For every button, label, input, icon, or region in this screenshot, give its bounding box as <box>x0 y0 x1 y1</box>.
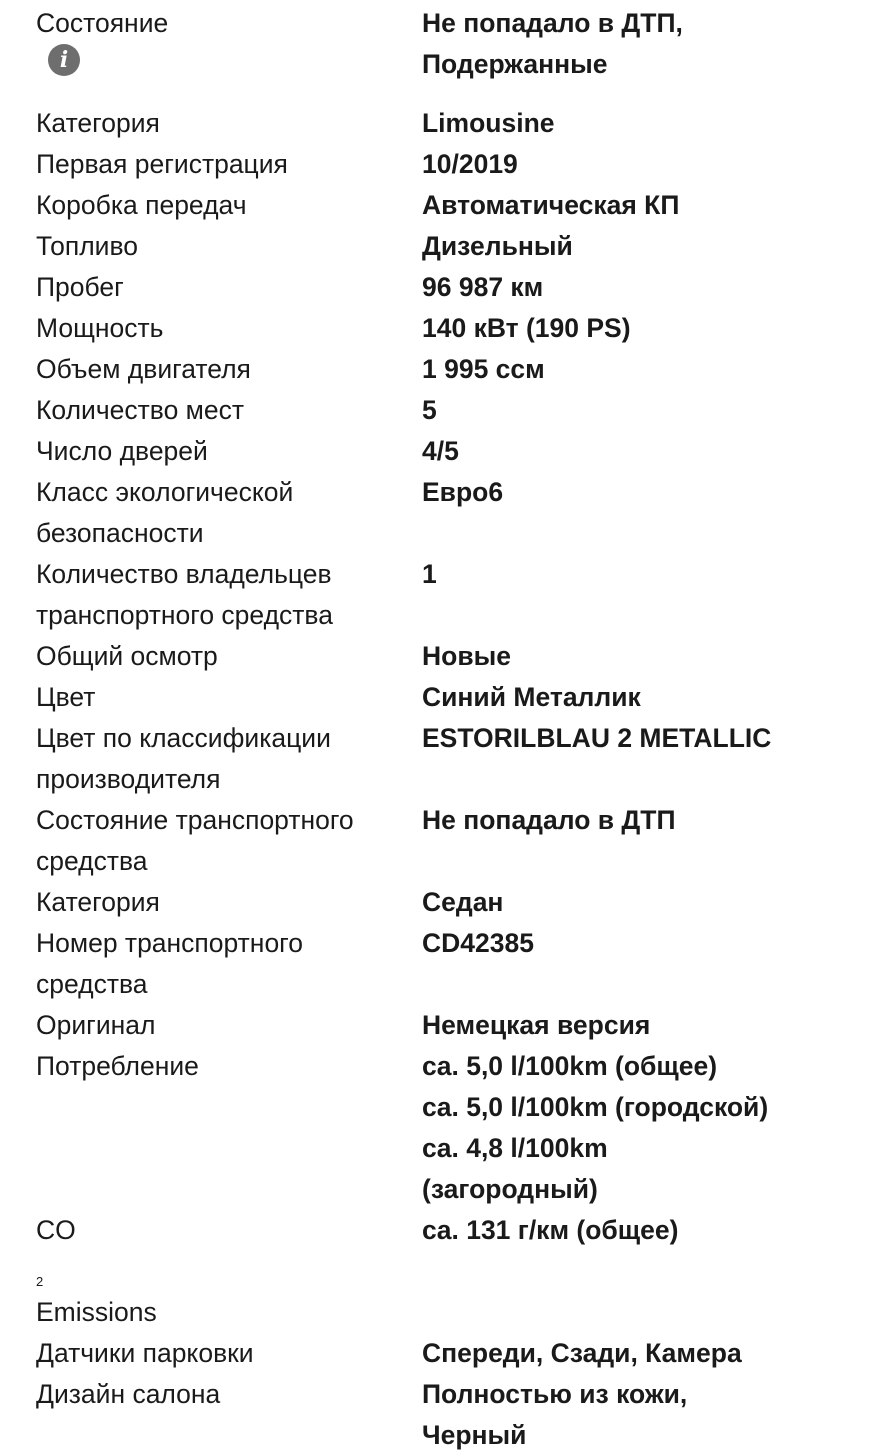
spec-row-category <box>0 103 877 144</box>
spec-label: Состояние транспортного средства <box>36 805 354 876</box>
spec-row-engine-displacement <box>0 349 877 390</box>
spec-value: ESTORILBLAU 2 METALLIC <box>422 723 772 753</box>
spec-value: Евро6 <box>422 477 504 507</box>
spec-label: Число дверей <box>36 436 208 466</box>
spec-value: CD42385 <box>422 928 534 958</box>
spec-value: Не попадало в ДТП <box>422 805 676 835</box>
spec-row-mileage <box>0 267 877 308</box>
spec-value: Новые <box>422 641 511 671</box>
spec-label: Категория <box>36 887 160 917</box>
spec-value: 10/2019 <box>422 149 518 179</box>
spec-row-first-registration <box>0 144 877 185</box>
spec-row-interior-design <box>0 1374 877 1456</box>
spec-row-condition <box>0 3 877 85</box>
spec-value: Спереди, Сзади, Камера <box>422 1338 742 1368</box>
spec-value: Немецкая версия <box>422 1010 651 1040</box>
spec-value: Не попадало в ДТП, Подержанные <box>422 8 683 79</box>
spec-label: CO $_2$ Emissions <box>36 1215 157 1327</box>
spec-label: Номер транспортного средства <box>36 928 304 999</box>
spec-value: Автоматическая КП <box>422 190 680 220</box>
spec-row-owners <box>0 554 877 636</box>
spec-row-vehicle-number <box>0 923 877 1005</box>
spec-row-body-type <box>0 882 877 923</box>
spec-value: ca. 5,0 l/100km (общее) ca. 5,0 l/100km (городской) ca. 4,8 l/100km (загородный) <box>422 1051 769 1204</box>
spec-label: Потребление <box>36 1051 199 1081</box>
spec-label: Дизайн салона <box>36 1379 221 1409</box>
spec-value: 5 <box>422 395 437 425</box>
spec-label: Топливо <box>36 231 138 261</box>
spec-value: Дизельный <box>422 231 573 261</box>
spec-row-doors <box>0 431 877 472</box>
spec-value: Полностью из кожи, Черный <box>422 1379 688 1450</box>
spec-value: 4/5 <box>422 436 459 466</box>
spec-label: Оригинал <box>36 1010 156 1040</box>
spec-row-origin <box>0 1005 877 1046</box>
spec-label: Объем двигателя <box>36 354 251 384</box>
spec-value: ca. 131 г/км (общее) <box>422 1215 679 1245</box>
spec-row-manufacturer-color <box>0 718 877 800</box>
spec-value: 1 995 ccм <box>422 354 545 384</box>
spec-label: Цвет <box>36 682 96 712</box>
spec-row-consumption <box>0 1046 877 1210</box>
spec-row-co2-emissions <box>0 1210 877 1333</box>
info-icon[interactable]: i <box>48 44 80 76</box>
spec-label: Мощность <box>36 313 164 343</box>
spec-label: Класс экологической безопасности <box>36 477 294 548</box>
spec-label: Количество мест <box>36 395 245 425</box>
spec-value: Седан <box>422 887 504 917</box>
spec-label: Цвет по классификации производителя <box>36 723 331 794</box>
spec-row-color <box>0 677 877 718</box>
spec-label: Датчики парковки <box>36 1338 254 1368</box>
spec-label: Общий осмотр <box>36 641 218 671</box>
spec-row-power <box>0 308 877 349</box>
spec-label: Первая регистрация <box>36 149 288 179</box>
spec-value: Limousine <box>422 108 555 138</box>
spec-row-emission-class <box>0 472 877 554</box>
spec-row-seats <box>0 390 877 431</box>
spec-row-transmission <box>0 185 877 226</box>
spec-label: Пробег <box>36 272 124 302</box>
spec-row-fuel <box>0 226 877 267</box>
spec-label: Категория <box>36 108 160 138</box>
spec-row-parking-sensors <box>0 1333 877 1374</box>
spec-row-vehicle-condition <box>0 800 877 882</box>
spec-label: Состояние i <box>0 3 422 76</box>
spec-value: 96 987 км <box>422 272 544 302</box>
spec-label: Коробка передач <box>36 190 247 220</box>
spec-value: 140 кВт (190 PS) <box>422 313 631 343</box>
spec-row-inspection <box>0 636 877 677</box>
spec-label: Количество владельцев транспортного средства <box>36 559 333 630</box>
spec-value: 1 <box>422 559 437 589</box>
spec-value: Синий Металлик <box>422 682 641 712</box>
